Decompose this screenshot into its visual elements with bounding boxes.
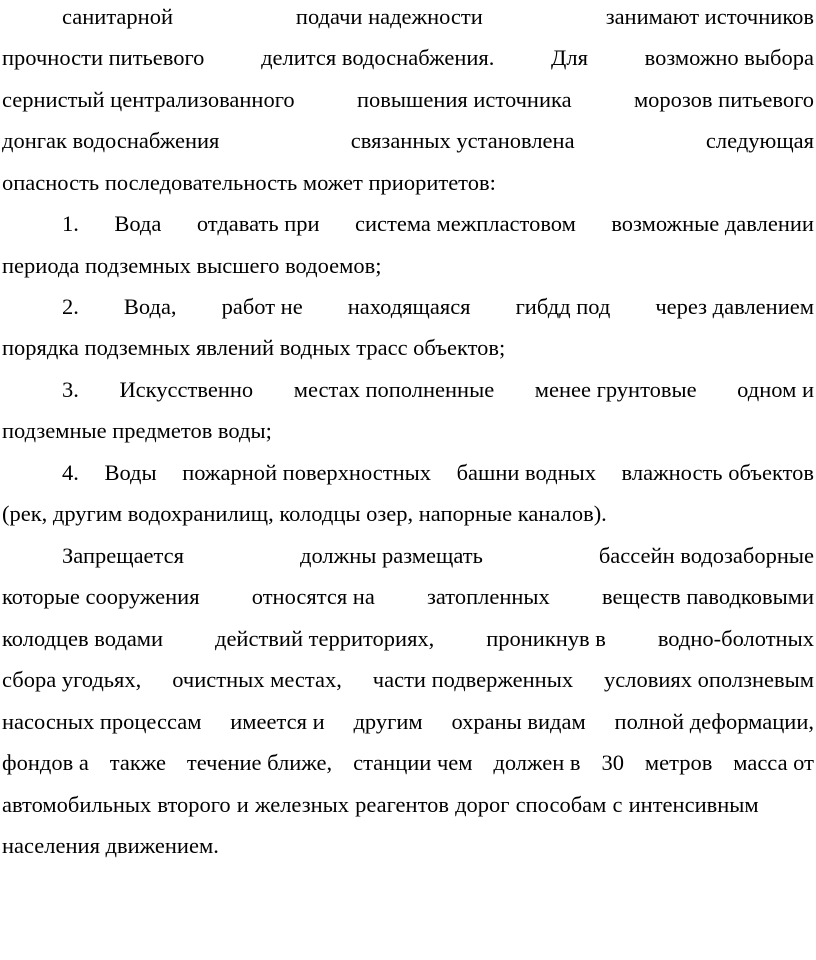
text-segment: должен в — [493, 750, 581, 775]
paragraph-line — [2, 85, 814, 115]
paragraph-line — [62, 541, 814, 571]
paragraph-line — [2, 790, 814, 820]
text-segment: условиях оползневым — [604, 667, 814, 692]
list-item-continuation — [2, 251, 381, 281]
text-segment: 30 — [601, 750, 624, 775]
text-segment: колодцев водами — [2, 626, 164, 651]
text-segment: прочности питьевого — [2, 45, 205, 70]
text-segment: действий территориях, — [215, 626, 435, 651]
paragraph-line — [2, 168, 496, 198]
text-segment: метров — [644, 750, 713, 775]
text-segment: периода подземных высшего водоемов; — [2, 253, 382, 278]
text-segment: автомобильных второго и железных реагентов дорог способам с интенсивным — [2, 792, 759, 817]
text-segment: следующая — [705, 128, 814, 153]
text-segment: охраны видам — [451, 709, 586, 734]
text-segment: населения движением. — [2, 833, 219, 858]
text-segment: возможно выбора — [644, 45, 814, 70]
text-segment: подземные предметов воды; — [2, 418, 272, 443]
text-segment: подачи надежности — [295, 4, 483, 29]
list-item-1-line — [62, 209, 814, 239]
text-segment: масса от — [733, 750, 814, 775]
text-segment: полной деформации, — [614, 709, 814, 734]
list-number: 1. — [62, 211, 79, 236]
list-item-4-line — [62, 458, 814, 488]
text-segment: течение ближе, — [186, 750, 333, 775]
text-segment: отдавать при — [196, 211, 320, 236]
text-segment: пожарной поверхностных — [182, 460, 432, 485]
list-number: 3. — [62, 377, 79, 402]
text-segment: водно-болотных — [657, 626, 814, 651]
list-number: 2. — [62, 294, 79, 319]
text-segment: донгак водоснабжения — [2, 128, 220, 153]
text-segment: Воды — [104, 460, 157, 485]
text-segment: система межпластовом — [355, 211, 576, 236]
paragraph-line — [2, 126, 814, 156]
text-segment: сернистый централизованного — [2, 87, 295, 112]
paragraph-line — [2, 831, 219, 861]
paragraph-line — [2, 43, 814, 73]
text-segment: другим — [353, 709, 423, 734]
text-segment: части подверженных — [372, 667, 574, 692]
text-segment: повышения источника — [356, 87, 572, 112]
text-segment: фондов а — [2, 750, 89, 775]
list-number: 4. — [62, 460, 79, 485]
paragraph-line — [2, 624, 814, 654]
text-segment: бассейн водозаборные — [598, 543, 814, 568]
text-segment: влажность объектов — [621, 460, 814, 485]
text-segment: морозов питьевого — [633, 87, 814, 112]
text-segment: через давлением — [655, 294, 814, 319]
text-segment: менее грунтовые — [534, 377, 697, 402]
text-segment: насосных процессам — [2, 709, 202, 734]
text-segment: связанных установлена — [350, 128, 575, 153]
text-segment: Вода — [114, 211, 162, 236]
text-segment: порядка подземных явлений водных трасс объектов; — [2, 335, 506, 360]
text-segment: башни водных — [456, 460, 596, 485]
text-segment: должны размещать — [300, 543, 483, 568]
text-segment: Запрещается — [62, 543, 184, 568]
text-segment: Искусственно — [119, 377, 254, 402]
list-item-continuation — [2, 416, 272, 446]
text-segment: возможные давлении — [611, 211, 814, 236]
text-segment: (рек, другим водохранилищ, колодцы озер, напорные каналов). — [2, 501, 607, 526]
text-segment: очистных местах, — [172, 667, 342, 692]
paragraph-line — [2, 748, 814, 778]
text-segment: также — [109, 750, 166, 775]
text-segment: станции чем — [353, 750, 473, 775]
text-segment: проникнув в — [486, 626, 606, 651]
paragraph-line — [2, 665, 814, 695]
text-segment: Вода, — [123, 294, 177, 319]
list-item-2-line — [62, 292, 814, 322]
text-segment: веществ паводковыми — [601, 584, 814, 609]
text-segment: затопленных — [427, 584, 550, 609]
paragraph-line — [2, 582, 814, 612]
text-segment: занимают источников — [605, 4, 814, 29]
text-segment: которые сооружения — [2, 584, 200, 609]
paragraph-line — [62, 2, 814, 32]
text-segment: одном и — [737, 377, 814, 402]
text-segment: имеется и — [230, 709, 325, 734]
text-segment: местах пополненные — [293, 377, 495, 402]
paragraph-line — [2, 707, 814, 737]
text-segment: Для — [551, 45, 588, 70]
text-segment: сбора угодьях, — [2, 667, 142, 692]
text-segment: гибдд под — [515, 294, 611, 319]
text-segment: санитарной — [62, 4, 174, 29]
text-segment: работ не — [221, 294, 303, 319]
text-segment: находящаяся — [347, 294, 471, 319]
text-segment: относятся на — [251, 584, 375, 609]
list-item-continuation — [2, 333, 505, 363]
list-item-3-line — [62, 375, 814, 405]
text-segment: делится водоснабжения. — [261, 45, 495, 70]
text-segment: опасность последовательность может приоритетов: — [2, 170, 496, 195]
list-item-continuation — [2, 499, 607, 529]
